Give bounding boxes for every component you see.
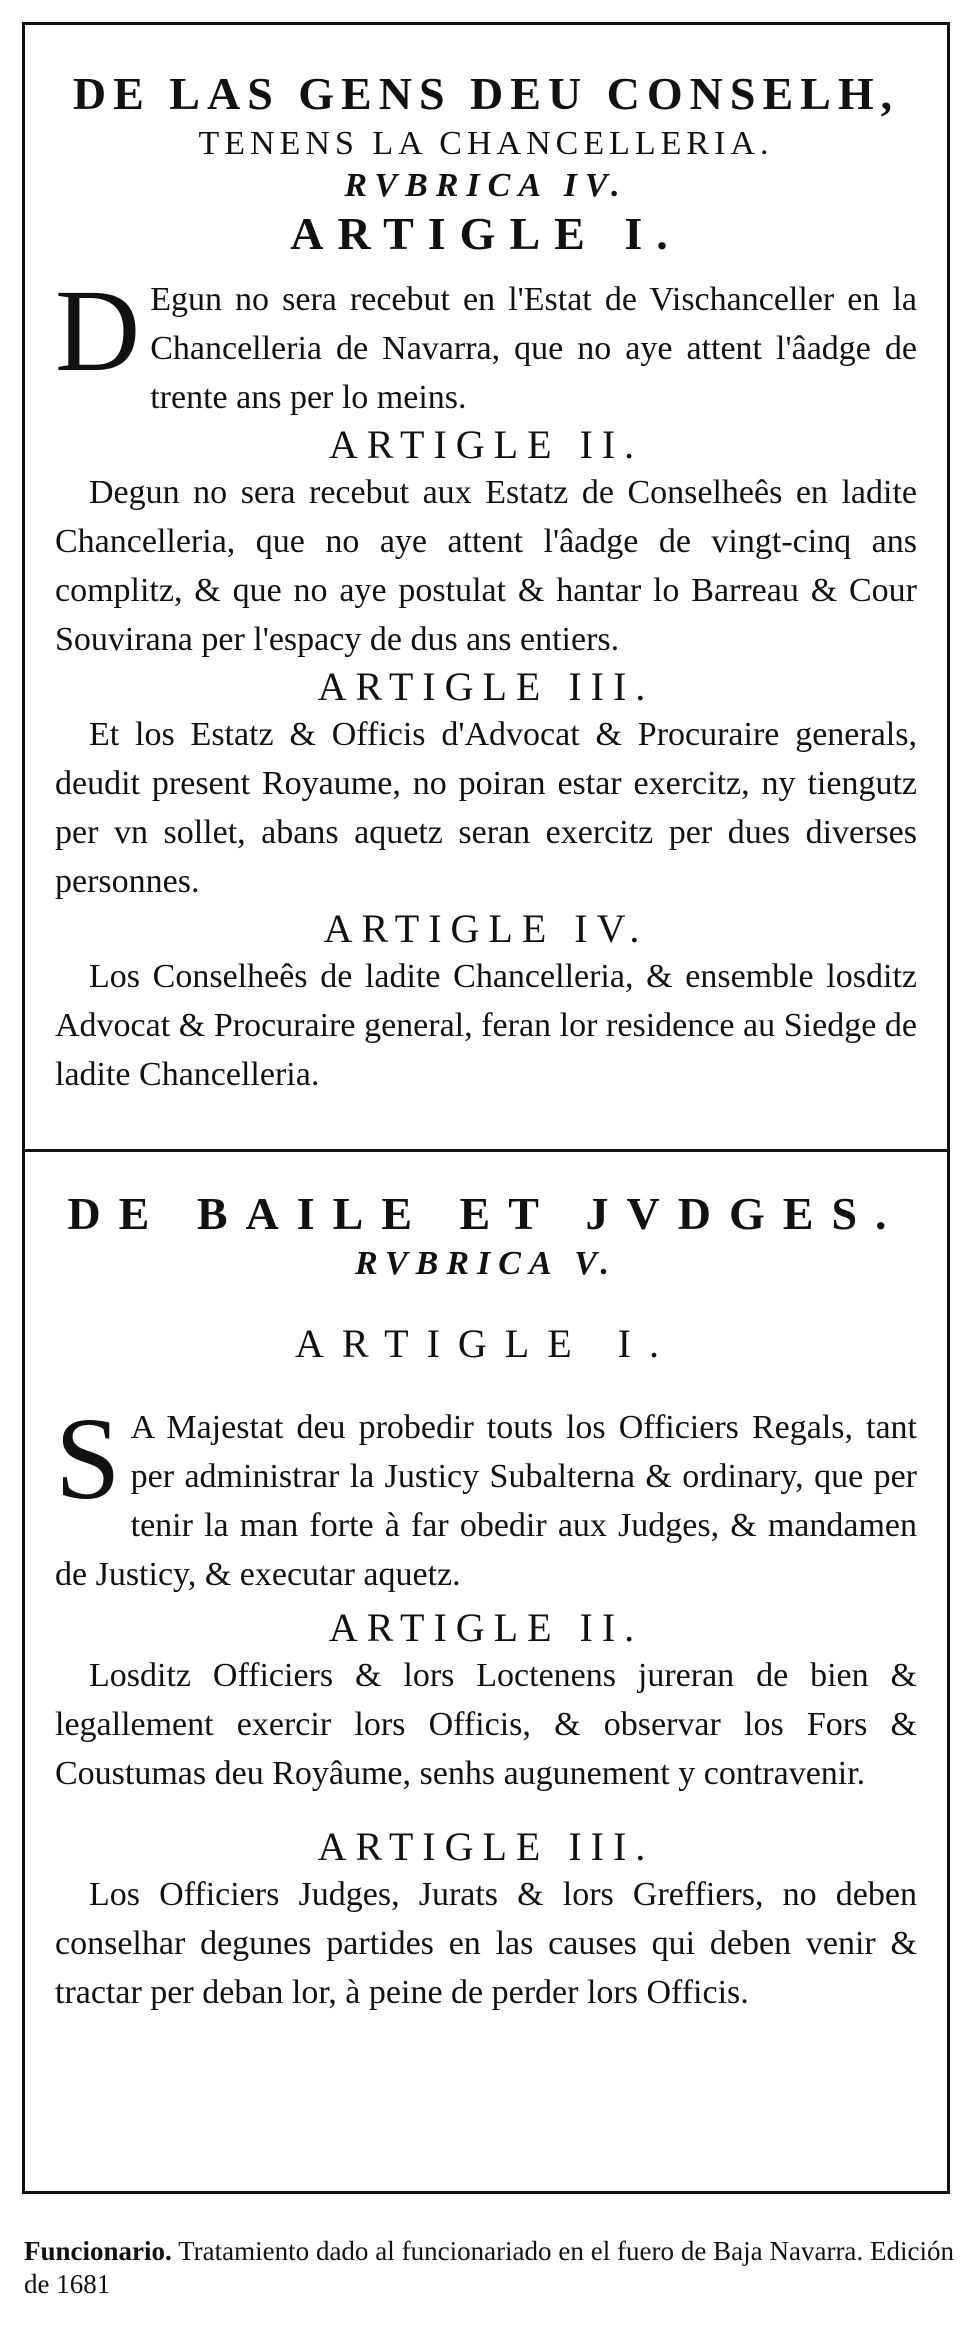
section-subtitle: TENENS LA CHANCELLERIA.	[198, 125, 774, 162]
article-text: Degun no sera recebut aux Estatz de Conselheês en ladite Chancelleria, que no aye attent l'âadge de vingt-cinq ans complitz, & que no aye postulat & hantar lo Barreau & Cour Souvirana per l'espacy de dus ans entiers.	[55, 474, 917, 658]
section-baile-et-judges	[55, 1185, 917, 2017]
rubric-heading: RVBRICA IV.	[344, 167, 628, 204]
article-heading: ARTIGLE I.	[290, 208, 682, 259]
article-body: A Majestat deu probedir touts los Officiers Regals, tant per administrar la Justicy Subalterna & ordinary, que per tenir la man forte à far obedir aux Judges, & mandamen de Justicy, & executar aquetz.	[55, 1409, 917, 1593]
article-heading: ARTIGLE III.	[317, 1824, 655, 1869]
drop-cap: D	[55, 265, 141, 396]
article-text: Los Officiers Judges, Jurats & lors Greffiers, no deben conselhar degunes partides en las causes qui deben venir & tractar per deban lor, à peine de perder lors Officis.	[55, 1876, 917, 2011]
article-heading: ARTIGLE II.	[328, 422, 644, 467]
article-heading: ARTIGLE I.	[295, 1321, 677, 1366]
section-divider	[25, 1149, 947, 1152]
section-title: DE BAILE ET JVDGES.	[67, 1188, 905, 1239]
figure-caption	[24, 2235, 954, 2301]
article-text: Losditz Officiers & lors Loctenens jureran de bien & legallement exercir lors Officis, & observar los Fors & Coustumas deu Royâume, senhs augunement y contravenir.	[55, 1657, 917, 1792]
rubric-heading: RVBRICA V.	[354, 1245, 618, 1282]
caption-label: Funcionario.	[24, 2236, 172, 2266]
section-gens-deu-conselh	[55, 65, 917, 1099]
article-text: Et los Estatz & Officis d'Advocat & Procuraire generals, deudit present Royaume, no poiran estar exercitz, ny tiengutz per vn sollet, abans aquetz seran exercitz per dues diverses personnes.	[55, 716, 917, 900]
article-heading: ARTIGLE II.	[328, 1605, 644, 1650]
article-heading: ARTIGLE IV.	[323, 906, 649, 951]
drop-cap: S	[55, 1393, 121, 1524]
document-frame	[22, 22, 950, 2194]
article-text	[55, 265, 917, 422]
section-title: DE LAS GENS DEU CONSELH,	[72, 68, 900, 119]
article-heading: ARTIGLE III.	[317, 664, 655, 709]
article-body: Egun no sera recebut en l'Estat de Vischanceller en la Chancelleria de Navarra, que no aye attent l'âadge de trente ans per lo meins.	[150, 281, 917, 416]
article-text: Los Conselheês de ladite Chancelleria, & ensemble losditz Advocat & Procuraire general, feran lor residence au Siedge de ladite Chancelleria.	[55, 958, 917, 1093]
caption-text: Tratamiento dado al funcionariado en el fuero de Baja Navarra. Edición de 1681	[24, 2236, 954, 2299]
article-text	[55, 1393, 917, 1599]
